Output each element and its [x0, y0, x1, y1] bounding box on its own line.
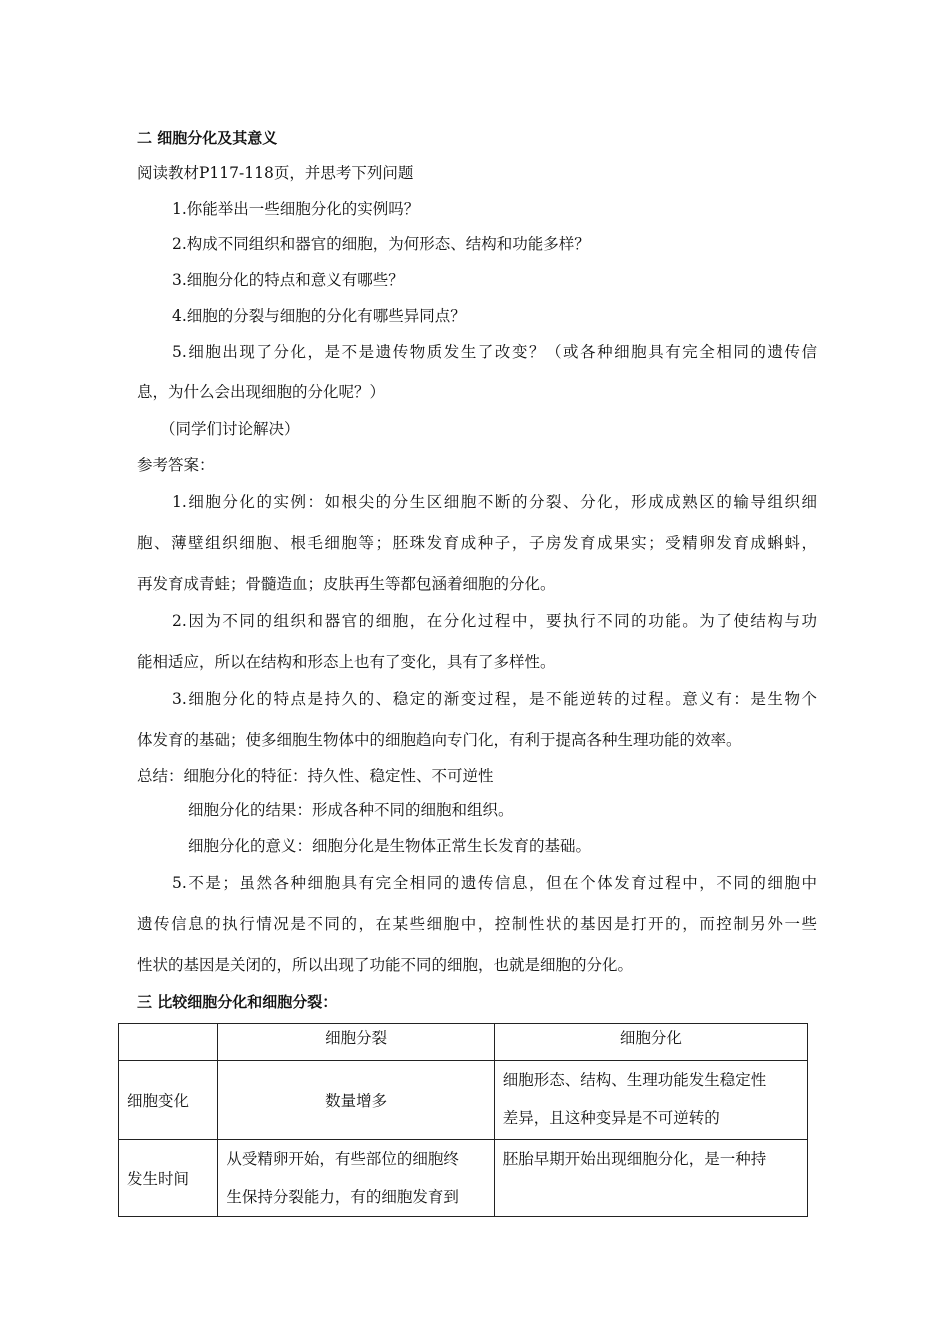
answer-5-line-1: 5.不是；虽然各种细胞具有完全相同的遗传信息，但在个体发育过程中，不同的细胞中 — [172, 874, 817, 892]
row-label-cell-time: 发生时间 — [119, 1140, 218, 1217]
answer-1-line-1: 1.细胞分化的实例：如根尖的分生区细胞不断的分裂、分化，形成成熟区的输导组织细 — [172, 493, 817, 511]
comparison-table — [118, 1023, 808, 1217]
differentiation-cell-change — [494, 1061, 807, 1140]
table-row — [119, 1061, 808, 1140]
division-cell-time — [218, 1140, 494, 1217]
table-row — [119, 1140, 808, 1217]
differentiation-time-line-1: 胚胎早期开始出现细胞分化，是一种持 — [502, 1150, 767, 1168]
answer-3-line-2: 体发育的基础；使多细胞生物体中的细胞趋向专门化，有利于提高各种生理功能的效率。 — [137, 731, 742, 749]
answer-1-line-3: 再发育成青蛙；骨髓造血；皮肤再生等都包涵着细胞的分化。 — [137, 575, 556, 593]
summary-characteristics: 总结：细胞分化的特征：持久性、稳定性、不可逆性 — [137, 767, 494, 785]
table-header-division: 细胞分裂 — [218, 1024, 494, 1061]
answer-2-line-2: 能相适应，所以在结构和形态上也有了变化，具有了多样性。 — [137, 653, 556, 671]
question-5-line-2: 息，为什么会出现细胞的分化呢？） — [137, 383, 386, 401]
question-4: 4.细胞的分裂与细胞的分化有哪些异同点？ — [172, 307, 466, 325]
answer-5-line-2: 遗传信息的执行情况是不同的，在某些细胞中，控制性状的基因是打开的，而控制另外一些 — [137, 915, 817, 933]
question-1: 1.你能举出一些细胞分化的实例吗？ — [172, 200, 420, 218]
question-2: 2.构成不同组织和器官的细胞，为何形态、结构和功能多样？ — [172, 235, 590, 253]
summary-result: 细胞分化的结果：形成各种不同的细胞和组织。 — [188, 801, 514, 819]
division-cell-change — [218, 1061, 494, 1140]
section-2-title: 二 细胞分化及其意义 — [137, 129, 278, 147]
summary-significance: 细胞分化的意义：细胞分化是生物体正常生长发育的基础。 — [188, 837, 592, 855]
section-3-title: 三 比较细胞分化和细胞分裂： — [137, 993, 338, 1011]
row-label-cell-change: 细胞变化 — [119, 1061, 218, 1140]
reading-instruction: 阅读教材P117-118页，并思考下列问题 — [137, 164, 414, 182]
table-header-row — [119, 1024, 808, 1061]
table-header-differentiation: 细胞分化 — [494, 1024, 807, 1061]
differentiation-change-line-2: 差异，且这种变异是不可逆转的 — [502, 1109, 720, 1127]
table-header-empty — [119, 1024, 218, 1061]
question-3: 3.细胞分化的特点和意义有哪些？ — [172, 271, 404, 289]
discussion-note: （同学们讨论解决） — [160, 420, 300, 438]
answer-5-line-3: 性状的基因是关闭的，所以出现了功能不同的细胞，也就是细胞的分化。 — [137, 956, 634, 974]
differentiation-change-line-1: 细胞形态、结构、生理功能发生稳定性 — [502, 1071, 767, 1089]
answers-label: 参考答案： — [137, 456, 215, 474]
answer-1-line-2: 胞、薄壁组织细胞、根毛细胞等；胚珠发育成种子，子房发育成果实；受精卵发育成蝌蚪， — [137, 534, 817, 552]
answer-2-line-1: 2.因为不同的组织和器官的细胞，在分化过程中，要执行不同的功能。为了使结构与功 — [172, 612, 817, 630]
question-5-line-1: 5.细胞出现了分化，是不是遗传物质发生了改变？（或各种细胞具有完全相同的遗传信 — [172, 343, 817, 361]
division-time-line-1: 从受精卵开始，有些部位的细胞终 — [226, 1150, 459, 1168]
division-time-line-2: 生保持分裂能力，有的细胞发育到 — [226, 1188, 459, 1206]
answer-3-line-1: 3.细胞分化的特点是持久的、稳定的渐变过程，是不能逆转的过程。意义有：是生物个 — [172, 690, 817, 708]
division-change-text: 数量增多 — [325, 1092, 388, 1110]
differentiation-cell-time — [494, 1140, 807, 1217]
